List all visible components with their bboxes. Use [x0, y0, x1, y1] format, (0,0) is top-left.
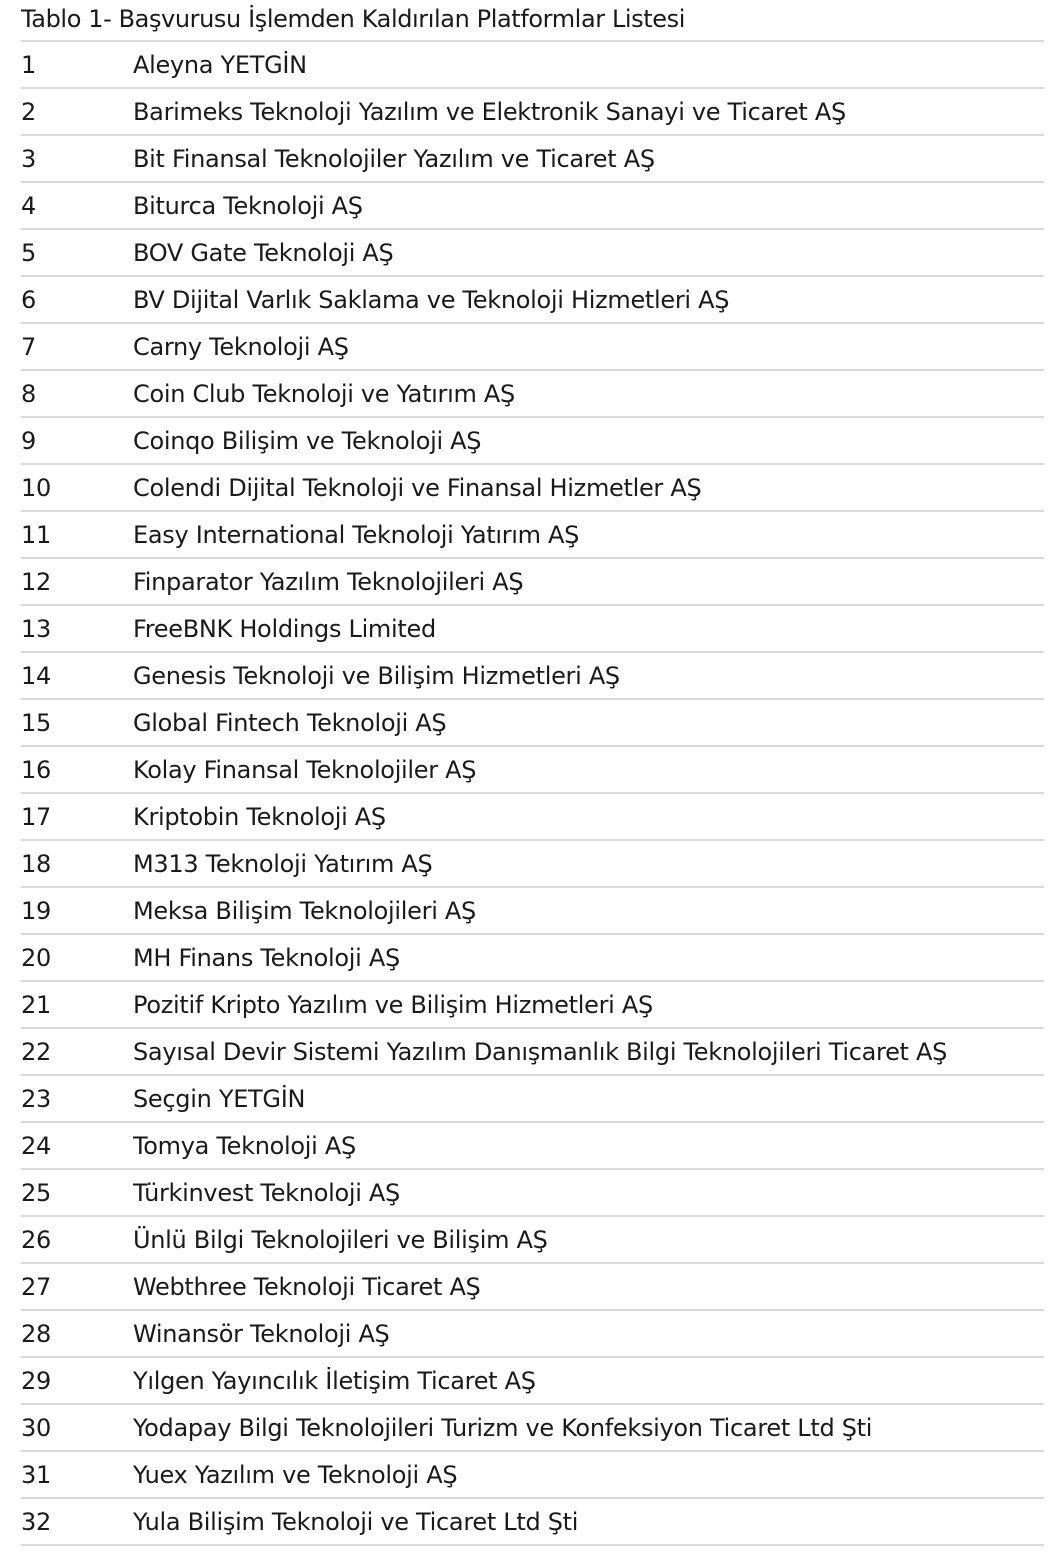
- row-number: 7: [21, 332, 36, 361]
- platform-name: Aleyna YETGİN: [133, 50, 307, 79]
- table-row: [21, 1311, 1044, 1358]
- platform-name: Global Fintech Teknoloji AŞ: [133, 708, 447, 737]
- platform-table: [21, 42, 1044, 1546]
- platform-name: Winansör Teknoloji AŞ: [133, 1319, 390, 1348]
- platform-name: Colendi Dijital Teknoloji ve Finansal Hizmetler AŞ: [133, 473, 702, 502]
- row-number: 30: [21, 1413, 51, 1442]
- table-row: [21, 324, 1044, 371]
- table-row: [21, 1452, 1044, 1499]
- platform-name: Sayısal Devir Sistemi Yazılım Danışmanlık Bilgi Teknolojileri Ticaret AŞ: [133, 1037, 948, 1066]
- table-row: [21, 841, 1044, 888]
- table-row: [21, 794, 1044, 841]
- table-row: [21, 1499, 1044, 1546]
- platform-name: Türkinvest Teknoloji AŞ: [133, 1178, 400, 1207]
- platform-name: Webthree Teknoloji Ticaret AŞ: [133, 1272, 481, 1301]
- row-number: 2: [21, 97, 36, 126]
- platform-name: FreeBNK Holdings Limited: [133, 614, 436, 643]
- table-row: [21, 888, 1044, 935]
- row-number: 19: [21, 896, 51, 925]
- table-row: [21, 1123, 1044, 1170]
- table-row: [21, 42, 1044, 89]
- row-number: 1: [21, 50, 36, 79]
- row-number: 15: [21, 708, 51, 737]
- table-row: [21, 512, 1044, 559]
- table-row: [21, 747, 1044, 794]
- platform-name: BOV Gate Teknoloji AŞ: [133, 238, 394, 267]
- platform-name: M313 Teknoloji Yatırım AŞ: [133, 849, 433, 878]
- row-number: 25: [21, 1178, 51, 1207]
- platform-name: Yılgen Yayıncılık İletişim Ticaret AŞ: [133, 1366, 536, 1395]
- table-row: [21, 653, 1044, 700]
- row-number: 5: [21, 238, 36, 267]
- platform-name: Yula Bilişim Teknoloji ve Ticaret Ltd Şti: [133, 1507, 579, 1536]
- table-row: [21, 606, 1044, 653]
- table-row: [21, 1029, 1044, 1076]
- row-number: 24: [21, 1131, 51, 1160]
- platform-name: Finparator Yazılım Teknolojileri AŞ: [133, 567, 524, 596]
- platform-name: Ünlü Bilgi Teknolojileri ve Bilişim AŞ: [133, 1225, 548, 1254]
- table-row: [21, 1076, 1044, 1123]
- table-row: [21, 1170, 1044, 1217]
- row-number: 3: [21, 144, 36, 173]
- platform-name: Carny Teknoloji AŞ: [133, 332, 349, 361]
- table-row: [21, 465, 1044, 512]
- table-row: [21, 136, 1044, 183]
- row-number: 21: [21, 990, 51, 1019]
- platform-name: Bit Finansal Teknolojiler Yazılım ve Ticaret AŞ: [133, 144, 655, 173]
- row-number: 26: [21, 1225, 51, 1254]
- platform-name: BV Dijital Varlık Saklama ve Teknoloji Hizmetleri AŞ: [133, 285, 730, 314]
- table-row: [21, 371, 1044, 418]
- platform-name: Coinqo Bilişim ve Teknoloji AŞ: [133, 426, 482, 455]
- row-number: 8: [21, 379, 36, 408]
- row-number: 27: [21, 1272, 51, 1301]
- row-number: 31: [21, 1460, 51, 1489]
- platform-name: Yuex Yazılım ve Teknoloji AŞ: [133, 1460, 458, 1489]
- table-row: [21, 418, 1044, 465]
- row-number: 17: [21, 802, 51, 831]
- platform-name: Easy International Teknoloji Yatırım AŞ: [133, 520, 580, 549]
- platform-name: Kolay Finansal Teknolojiler AŞ: [133, 755, 477, 784]
- platform-name: Meksa Bilişim Teknolojileri AŞ: [133, 896, 476, 925]
- platform-name: Yodapay Bilgi Teknolojileri Turizm ve Konfeksiyon Ticaret Ltd Şti: [133, 1413, 873, 1442]
- row-number: 18: [21, 849, 51, 878]
- platform-name: Barimeks Teknoloji Yazılım ve Elektronik Sanayi ve Ticaret AŞ: [133, 97, 846, 126]
- table-row: [21, 559, 1044, 606]
- row-number: 32: [21, 1507, 51, 1536]
- platform-name: Seçgin YETGİN: [133, 1084, 306, 1113]
- row-number: 14: [21, 661, 51, 690]
- platform-name: Pozitif Kripto Yazılım ve Bilişim Hizmetleri AŞ: [133, 990, 653, 1019]
- platform-name: Biturca Teknoloji AŞ: [133, 191, 363, 220]
- table-caption: Tablo 1- Başvurusu İşlemden Kaldırılan Platformlar Listesi: [21, 0, 1044, 42]
- platform-name: Coin Club Teknoloji ve Yatırım AŞ: [133, 379, 515, 408]
- row-number: 6: [21, 285, 36, 314]
- row-number: 22: [21, 1037, 51, 1066]
- platform-name: Kriptobin Teknoloji AŞ: [133, 802, 386, 831]
- table-row: [21, 89, 1044, 136]
- table-row: [21, 1405, 1044, 1452]
- platform-name: Genesis Teknoloji ve Bilişim Hizmetleri AŞ: [133, 661, 620, 690]
- row-number: 28: [21, 1319, 51, 1348]
- table-row: [21, 982, 1044, 1029]
- table-row: [21, 1358, 1044, 1405]
- table-row: [21, 1264, 1044, 1311]
- row-number: 11: [21, 520, 51, 549]
- row-number: 10: [21, 473, 51, 502]
- row-number: 16: [21, 755, 51, 784]
- row-number: 23: [21, 1084, 51, 1113]
- table-row: [21, 277, 1044, 324]
- row-number: 4: [21, 191, 36, 220]
- row-number: 29: [21, 1366, 51, 1395]
- table-row: [21, 700, 1044, 747]
- row-number: 13: [21, 614, 51, 643]
- row-number: 20: [21, 943, 51, 972]
- table-row: [21, 183, 1044, 230]
- row-number: 9: [21, 426, 36, 455]
- platform-name: Tomya Teknoloji AŞ: [133, 1131, 356, 1160]
- platform-name: MH Finans Teknoloji AŞ: [133, 943, 400, 972]
- table-row: [21, 935, 1044, 982]
- table-row: [21, 230, 1044, 277]
- table-row: [21, 1217, 1044, 1264]
- row-number: 12: [21, 567, 51, 596]
